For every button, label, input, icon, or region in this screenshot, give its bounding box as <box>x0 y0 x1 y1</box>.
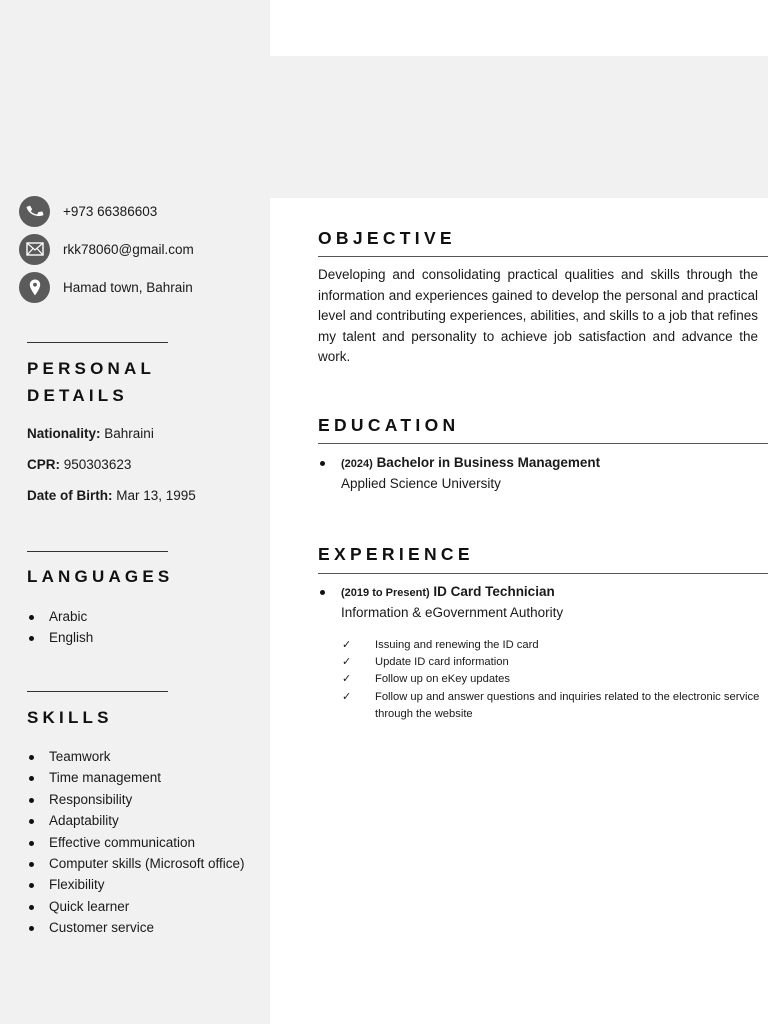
checkmark-icon: ✓ <box>342 673 352 686</box>
dob-line <box>27 488 196 503</box>
contact-email-row <box>19 233 194 265</box>
email-address: rkk78060@gmail.com <box>63 241 194 257</box>
cpr-value: 950303623 <box>63 457 132 472</box>
languages-list <box>27 606 93 649</box>
cpr-label: CPR: <box>27 457 60 472</box>
task-item <box>340 654 760 671</box>
checkmark-icon: ✓ <box>342 690 352 703</box>
experience-task-list <box>340 637 760 723</box>
checkmark-icon: ✓ <box>342 639 352 651</box>
education-entry-title-line <box>318 453 758 474</box>
task-text: Update ID card information <box>375 656 509 669</box>
phone-number: +973 66386603 <box>63 203 158 219</box>
dob-value: Mar 13, 1995 <box>116 488 196 503</box>
task-item <box>340 637 760 654</box>
education-date: (2024) <box>341 458 373 470</box>
location: Hamad town, Bahrain <box>63 279 193 295</box>
personal-heading-line1: PERSONAL <box>27 359 156 378</box>
dob-label: Date of Birth: <box>27 488 113 503</box>
skill-item: Responsibility <box>27 789 245 810</box>
education-heading: EDUCATION <box>318 415 460 435</box>
mail-icon <box>19 234 50 265</box>
personal-divider <box>27 342 168 343</box>
skills-heading: SKILLS <box>27 708 113 727</box>
skill-item: Effective communication <box>27 832 245 853</box>
skill-item: Time management <box>27 767 245 788</box>
nationality-line <box>27 426 154 441</box>
education-divider <box>318 443 768 444</box>
objective-divider <box>318 256 768 257</box>
task-item <box>340 671 760 688</box>
nationality-value: Bahraini <box>104 426 154 441</box>
task-text: Issuing and renewing the ID card <box>375 639 539 651</box>
objective-text: Developing and consolidating practical qualities and skills through the information and experiences gained to develop the personal and practical level and contributing experiences, abilities, and skills to a job that refines my talent and personality to achieve job satisfaction and advance the work. <box>318 267 758 364</box>
experience-entry <box>318 582 758 623</box>
contact-location-row <box>19 271 193 303</box>
checkmark-icon: ✓ <box>342 656 352 669</box>
experience-organization: Information & eGovernment Authority <box>341 605 564 620</box>
experience-date: (2019 to Present) <box>341 587 430 599</box>
nationality-label: Nationality: <box>27 426 101 441</box>
experience-heading: EXPERIENCE <box>318 544 474 564</box>
task-text: Follow up and answer questions and inquiries related to the electronic service through the website <box>375 690 760 720</box>
skill-item: Teamwork <box>27 746 245 767</box>
personal-heading-line2: DETAILS <box>27 386 128 405</box>
education-title: Bachelor in Business Management <box>376 455 601 470</box>
skill-item: Quick learner <box>27 896 245 917</box>
skill-item: Adaptability <box>27 810 245 831</box>
experience-entry-title-line <box>318 582 758 603</box>
languages-heading: LANGUAGES <box>27 567 174 586</box>
skills-list <box>27 746 245 939</box>
skill-item: Computer skills (Microsoft office) <box>27 853 245 874</box>
personal-details-heading <box>27 355 155 409</box>
experience-divider <box>318 573 768 574</box>
contact-phone-row <box>19 195 157 227</box>
task-text: Follow up on eKey updates <box>375 673 510 686</box>
header-band <box>270 56 768 198</box>
location-pin-icon <box>19 272 50 303</box>
objective-heading: OBJECTIVE <box>318 228 456 248</box>
phone-icon <box>19 196 50 227</box>
cpr-line <box>27 457 131 472</box>
skill-item: Flexibility <box>27 874 245 895</box>
education-entry <box>318 453 758 494</box>
experience-title: ID Card Technician <box>433 584 555 599</box>
education-institution: Applied Science University <box>341 476 501 491</box>
task-item <box>340 689 760 723</box>
skill-item: Customer service <box>27 917 245 938</box>
language-item: Arabic <box>27 606 93 627</box>
language-item: English <box>27 627 93 648</box>
skills-divider <box>27 691 168 692</box>
languages-divider <box>27 551 168 552</box>
